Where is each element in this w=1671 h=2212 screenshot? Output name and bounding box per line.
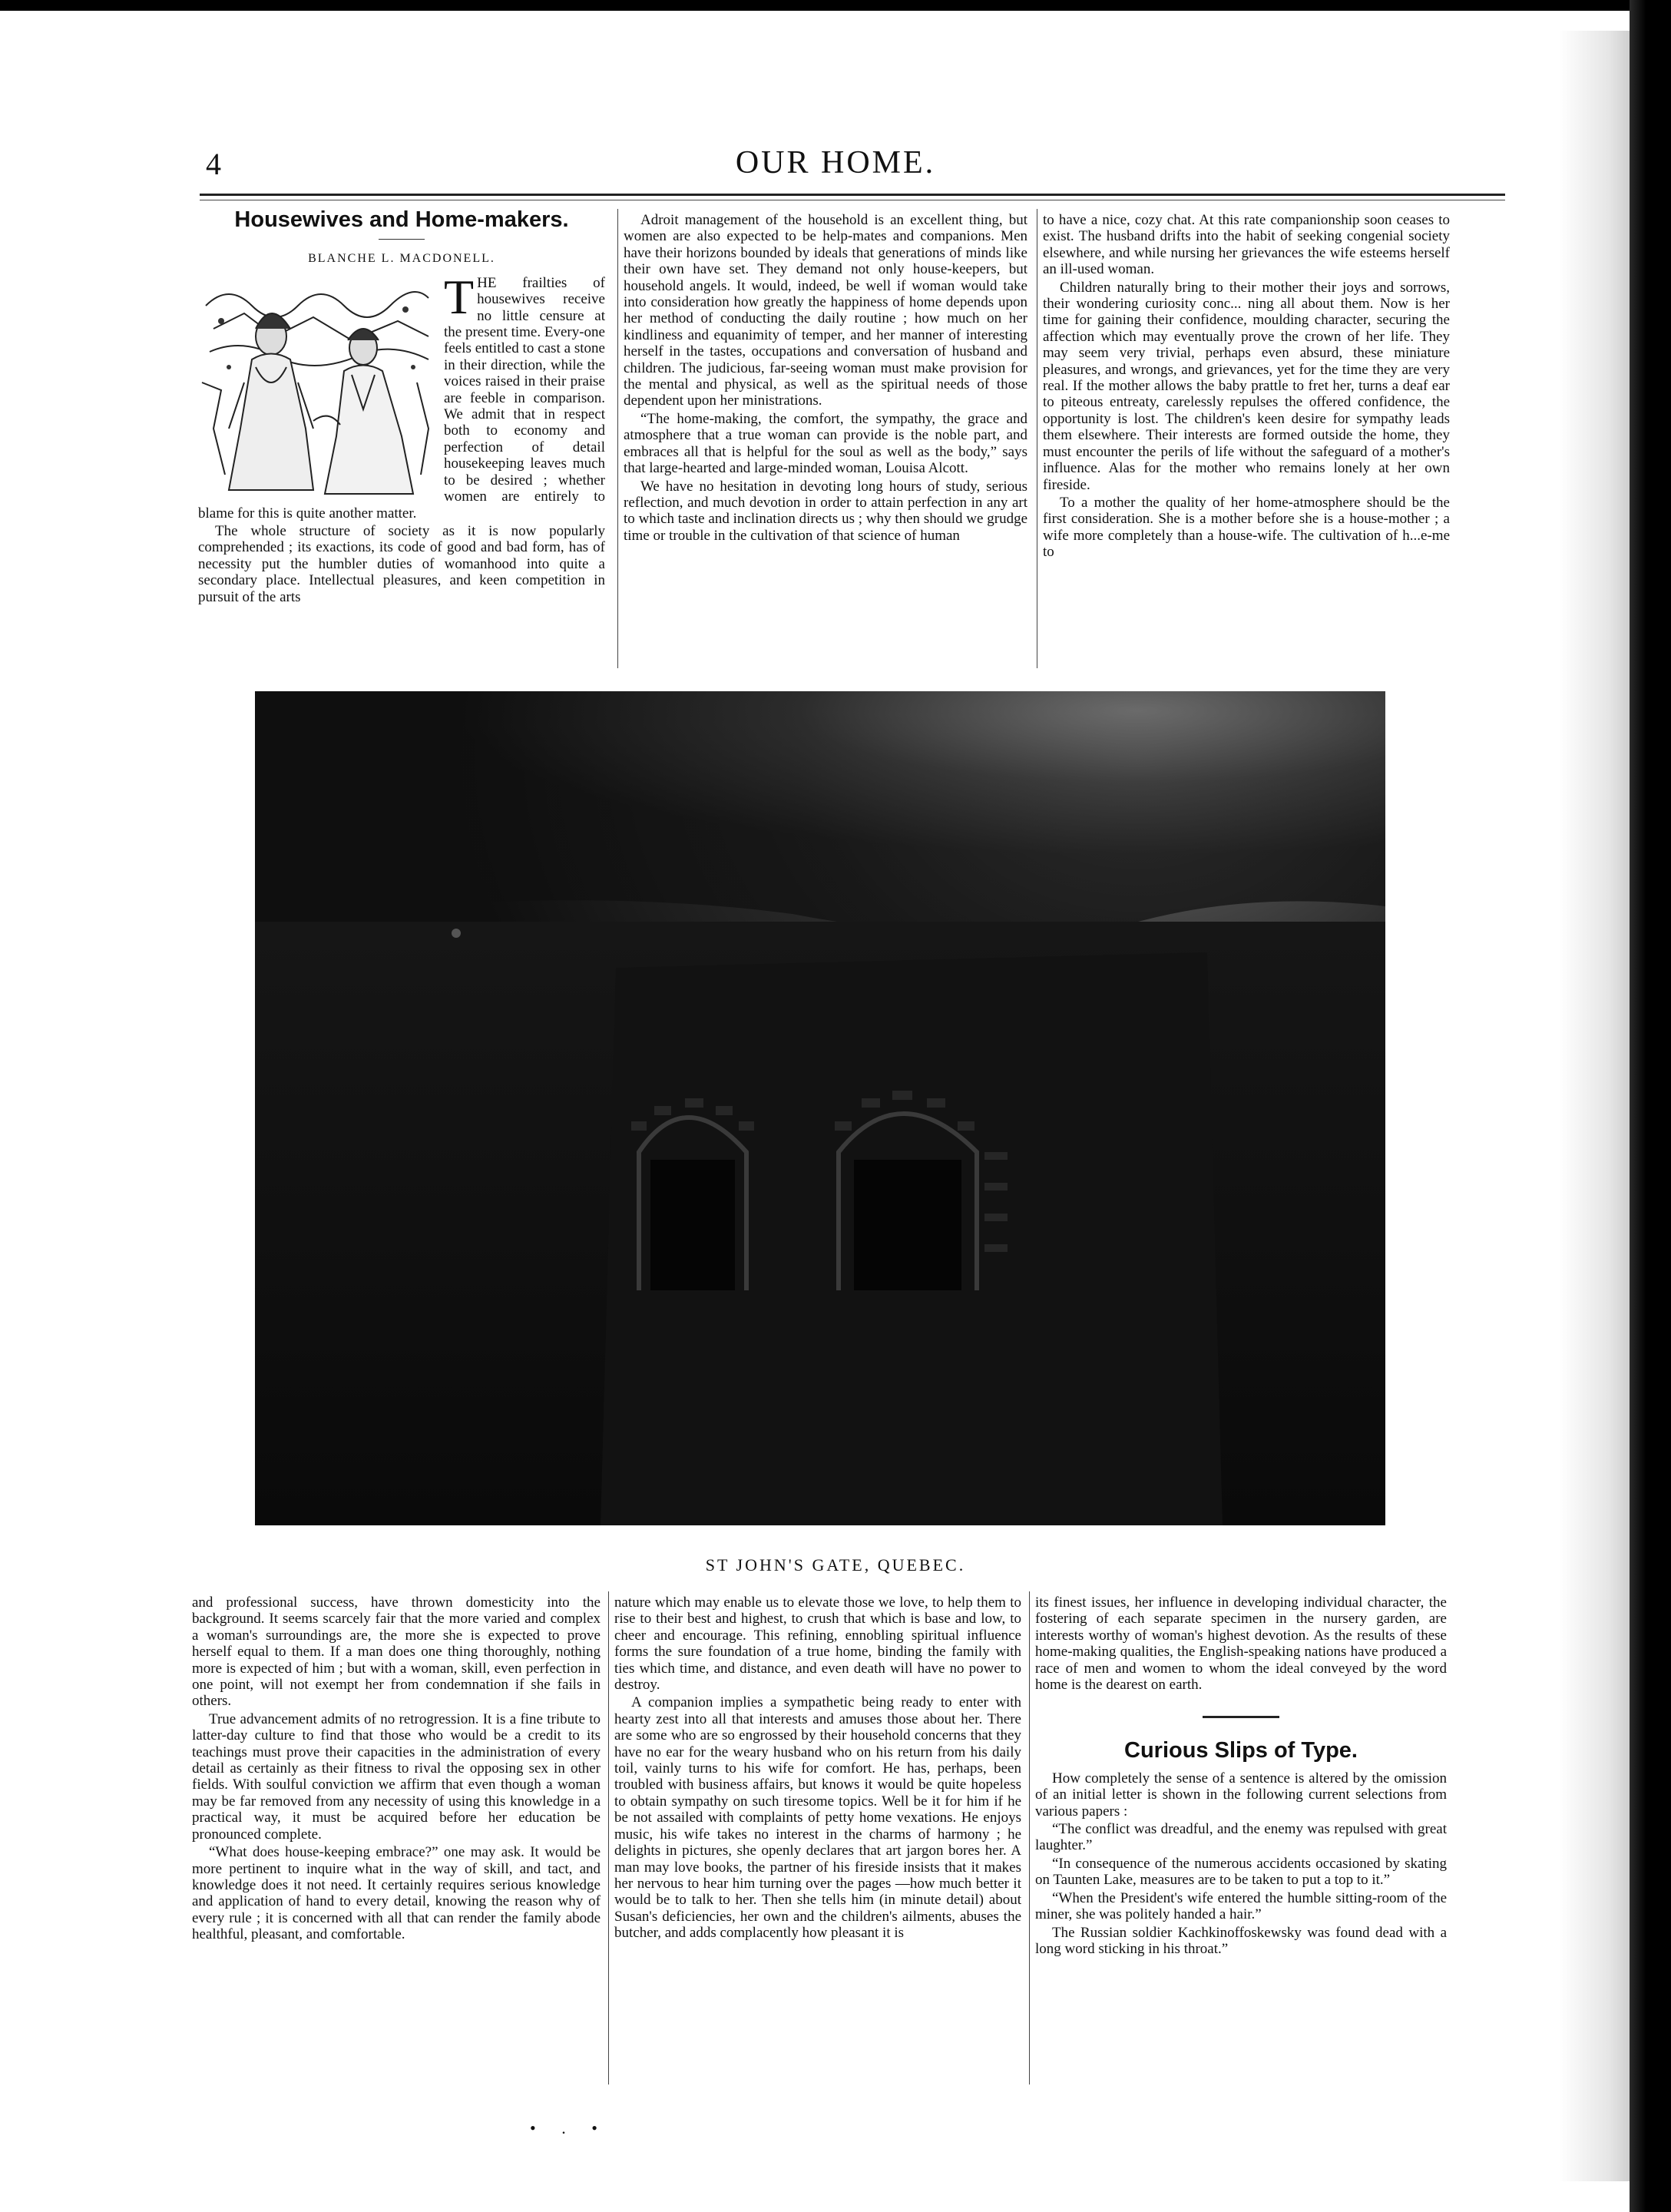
headline-rule <box>379 239 425 240</box>
paragraph: “What does house-keeping embrace?” one may ask. It would be more pertinent to inquire what in the way of skill, and tact, and knowledge does it not need. It certainly requires serious knowledge and application of hand to every detail, knowing the reason why of every rule ; it is concerned with all that can render the family abode healthful, pleasant, and comfortable. <box>192 1844 601 1943</box>
gate-photo-image <box>255 691 1385 1525</box>
article-col-1-top <box>198 206 605 607</box>
photo-caption: ST JOHN'S GATE, QUEBEC. <box>705 1555 966 1575</box>
scan-border-right <box>1630 0 1671 2212</box>
article-col-2-bottom <box>614 1594 1021 1943</box>
section-divider <box>1203 1716 1279 1718</box>
paragraph: “When the President's wife entered the humble sitting-room of the miner, she was politely handed a hair.” <box>1035 1889 1447 1923</box>
scan-border-top <box>0 0 1671 11</box>
page-edge-shadow <box>1559 31 1630 2181</box>
paragraph: and professional success, have thrown domesticity into the background. It seems scarcely fair that the more varied and complex a woman's surroundings are, the more she is expected to prove herself equal to them. If a man does one thing thoroughly, nothing more is expected of him ; but with a woman, skill, even perfection in one point, will not exempt her from condemnation if she fails in others. <box>192 1594 601 1710</box>
paragraph: nature which may enable us to elevate those we love, to help them to rise to their best and highest, to crush that which is base and low, to cheer and encourage. This refining, ennobling spiritual influence forms the sure foundation of a true home, binding the family with ties which time, and distance, and even death will have no power to destroy. <box>614 1594 1021 1694</box>
paragraph: “In consequence of the numerous accidents occasioned by skating on Taunten Lake, measures are to be taken to put a top to it.” <box>1035 1855 1447 1889</box>
article-col-2-top <box>624 212 1027 545</box>
paragraph: To a mother the quality of her home-atmosphere should be the first consideration. She is a mother before she is a house-mother ; a wife more completely than a house-wife. The cultivation of h...e-me to <box>1043 494 1450 561</box>
article-col-3-bottom <box>1035 1594 1447 1959</box>
header-rule <box>200 194 1505 196</box>
paragraph: its finest issues, her influence in developing individual character, the fostering of each separate specimen in the nursery garden, are interests worthy of woman's highest devotion. As the results of these home-making qualities, the English-speaking nations have produced a race of men and women to whom the ideal conveyed by the word home is the dearest on earth. <box>1035 1594 1447 1694</box>
paragraph: “The conflict was dreadful, and the enemy was repulsed with great laughter.” <box>1035 1821 1447 1854</box>
curious-slips-headline: Curious Slips of Type. <box>1124 1738 1358 1763</box>
paragraph: How completely the sense of a sentence is altered by the omission of an initial letter is shown in the following current selections from various papers : <box>1035 1770 1447 1820</box>
page-number: 4 <box>206 147 221 181</box>
printer-marks: • . • <box>530 2118 608 2137</box>
article-byline: BLANCHE L. MACDONELL. <box>308 252 495 266</box>
article-col-3-top <box>1043 212 1450 562</box>
paragraph: to have a nice, cozy chat. At this rate companionship soon ceases to exist. The husband drifts into the habit of seeking congenial society elsewhere, and while nursing her grievances the wife esteems herself an ill-used woman. <box>1043 212 1450 278</box>
article-col-1-bottom <box>192 1594 601 1945</box>
column-divider <box>1029 1591 1030 2085</box>
paragraph: Children naturally bring to their mother their joys and sorrows, their wondering curiosity conc... ning all about them. Now is her time for gaining their confidence, moulding character, securing the affection which may eventually prove the crown of her life. They may seem very trivial, perhaps even absurd, these miniature pleasures, and wrongs, and grievances, yet for the time they are very real. If the mother allows the baby prattle to fret her, turns a deaf ear to piteous entreaty, carelessly repulses the offered confidence, the opportunity is lost. The children's keen desire for sympathy leads them elsewhere. Their interests are formed outside the home, they must encounter the perils of life without the safeguard of a mother's influence. Alas for the mother who remains lonely at her own fireside. <box>1043 279 1450 493</box>
paragraph: HE frailties of housewives receive no little censure at the present time. Every-one feels entitled to cast a stone in their direction, while the voices raised in their praise are feeble in comparison. We admit that in respect both to economy and perfection of detail housekeeping leaves much to be desired ; whether women are entirely to blame for this is quite another matter. <box>198 274 605 522</box>
st-johns-gate-photo <box>255 691 1385 1525</box>
paragraph: True advancement admits of no retrogression. It is a fine tribute to latter-day culture to find that those who would be a credit to its teachings must prove their capacities in the administration of every detail as certainly as their fitness to rival the opposing sex in other fields. With soulful conviction we affirm that even though a woman may be far removed from any necessity of using this knowledge in a practical way, it must be acquired before her education be pronounced complete. <box>192 1710 601 1843</box>
drop-cap: T <box>444 269 475 324</box>
paragraph: The Russian soldier Kachkinoffoskewsky was found dead with a long word sticking in his throat.” <box>1035 1924 1447 1957</box>
paragraph: We have no hesitation in devoting long hours of study, serious reflection, and much devotion in order to attain perfection in any art to which taste and inclination directs us ; why then should we grudge time or trouble in the cultivation of that science of human <box>624 478 1027 544</box>
masthead-title: OUR HOME. <box>735 145 936 180</box>
column-divider <box>617 209 618 668</box>
paragraph: The whole structure of society as it is now popularly comprehended ; its exactions, its code of good and bad form, has of necessity put the humbler duties of womanhood into quite a secondary place. Intellectual pleasures, and keen competition in pursuit of the arts <box>198 522 605 605</box>
paragraph: “The home-making, the comfort, the sympathy, the grace and atmosphere that a true woman can provide is the noble part, and embraces all that is helpful for the soul as well as the body,” says that large-hearted and large-minded woman, Louisa Alcott. <box>624 410 1027 477</box>
article-headline: Housewives and Home-makers. <box>234 207 569 232</box>
two-women-illustration <box>198 275 436 498</box>
paragraph: Adroit management of the household is an excellent thing, but women are also expected to be help-mates and companions. Men have their horizons bounded by ideals that generations of minds like their own have set. They demand not only house-keepers, but household angels. It would, indeed, be well if woman would take into consideration how greatly the happiness of home depends upon her method of conducting the daily routine ; how much on her kindliness and equanimity of temper, and her manner of interesting herself in the tastes, occupations and conversation of husband and children. The judicious, far-seeing woman must make provision for the mental and physical, as well as the spiritual needs of those dependent upon her ministrations. <box>624 212 1027 409</box>
column-divider <box>608 1591 609 2085</box>
paragraph: A companion implies a sympathetic being ready to enter with hearty zest into all that interests and amuses those about her. There are some who are so engrossed by their household concerns that they have no ear for the weary husband who on his return from his daily toil, vainly turns to his wife for comfort. He has, perhaps, been troubled with business affairs, but knows it would be quite hopeless to obtain sympathy on such tiresome topics. Well be it for him if he be not assailed with complaints of petty home vexations. He enjoys music, his wife takes no interest in the charms of harmony ; he delights in pictures, she openly declares that art jargon bores her. A man may love books, the partner of his fireside insists that it makes her nervous to hear him turning over the pages —how much better it would be to talk to her. Then she tells him (in minute detail) about Susan's deficiencies, her own and the children's ailments, abuses the butcher, and adds complacently how pleasant it is <box>614 1694 1021 1942</box>
